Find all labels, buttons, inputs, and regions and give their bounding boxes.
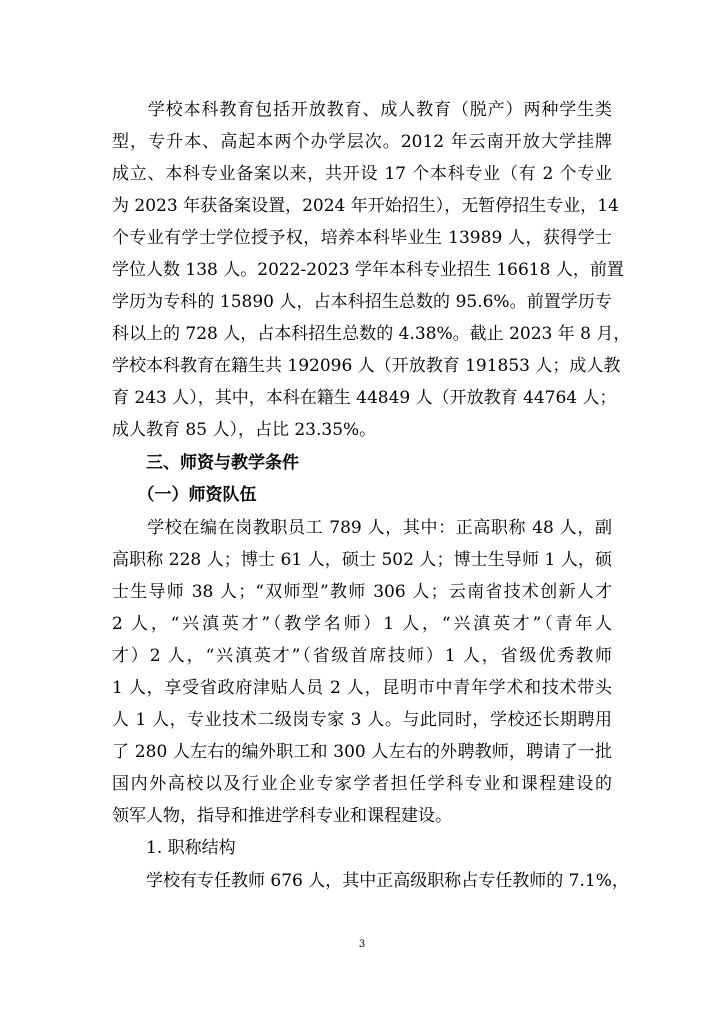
paragraph-1-line-4: 为 2023 年获备案设置，2024 年开始招生），无暂停招生专业，14 xyxy=(112,196,619,216)
paragraph-2-line-5: 才）2 人，“兴滇英才”（省级首席技师）1 人，省级优秀教师 xyxy=(112,646,612,666)
paragraph-1-line-6: 学位人数 138 人。2022-2023 学年本科专业招生 16618 人，前置 xyxy=(112,260,624,280)
paragraph-1-line-10: 育 243 人），其中，本科在籍生 44849 人（开放教育 44764 人； xyxy=(112,388,617,408)
paragraph-2-line-3: 士生导师 38 人；“双师型”教师 306 人；云南省技术创新人才 xyxy=(112,582,612,602)
page-number: 3 xyxy=(358,939,366,950)
paragraph-2-line-8: 了 280 人左右的编外职工和 300 人左右的外聘教师，聘请了一批 xyxy=(112,742,612,762)
paragraph-1-line-3: 成立、本科专业备案以来，共开设 17 个本科专业（有 2 个专业 xyxy=(112,164,612,184)
paragraph-1-line-8: 科以上的 728 人，占本科招生总数的 4.38%。截止 2023 年 8 月， xyxy=(112,324,631,344)
item-heading: 1. 职称结构 xyxy=(112,838,236,858)
paragraph-1-line-2: 型，专升本、高起本两个办学层次。2012 年云南开放大学挂牌 xyxy=(112,132,612,152)
paragraph-2-line-1: 学校在编在岗教职员工 789 人，其中：正高职称 48 人，副 xyxy=(112,518,612,538)
paragraph-2-line-10: 领军人物，指导和推进学科专业和课程建设。 xyxy=(112,806,452,826)
section-heading: 三、师资与教学条件 xyxy=(112,453,299,473)
paragraph-2-line-2: 高职称 228 人；博士 61 人，硕士 502 人；博士生导师 1 人，硕 xyxy=(112,550,612,570)
paragraph-1-line-9: 学校本科教育在籍生共 192096 人（开放教育 191853 人；成人教 xyxy=(112,356,621,376)
paragraph-1-line-11: 成人教育 85 人），占比 23.35%。 xyxy=(112,420,377,440)
paragraph-1-line-1: 学校本科教育包括开放教育、成人教育（脱产）两种学生类 xyxy=(112,100,612,120)
paragraph-1-line-7: 学历为专科的 15890 人，占本科招生总数的 95.6%。前置学历专 xyxy=(112,292,612,312)
paragraph-2-line-4: 2 人，“兴滇英才”（教学名师）1 人，“兴滇英才”（青年人 xyxy=(112,614,612,634)
paragraph-2-line-9: 国内外高校以及行业企业专家学者担任学科专业和课程建设的 xyxy=(112,774,612,794)
subsection-heading: （一）师资队伍 xyxy=(112,485,257,505)
paragraph-1-line-5: 个专业有学士学位授予权，培养本科毕业生 13989 人，获得学士 xyxy=(112,228,612,248)
paragraph-3-line-1: 学校有专任教师 676 人，其中正高级职称占专任教师的 7.1%， xyxy=(112,871,629,891)
paragraph-2-line-6: 1 人，享受省政府津贴人员 2 人，昆明市中青年学术和技术带头 xyxy=(112,678,612,698)
paragraph-2-line-7: 人 1 人，专业技术二级岗专家 3 人。与此同时，学校还长期聘用 xyxy=(112,710,612,730)
